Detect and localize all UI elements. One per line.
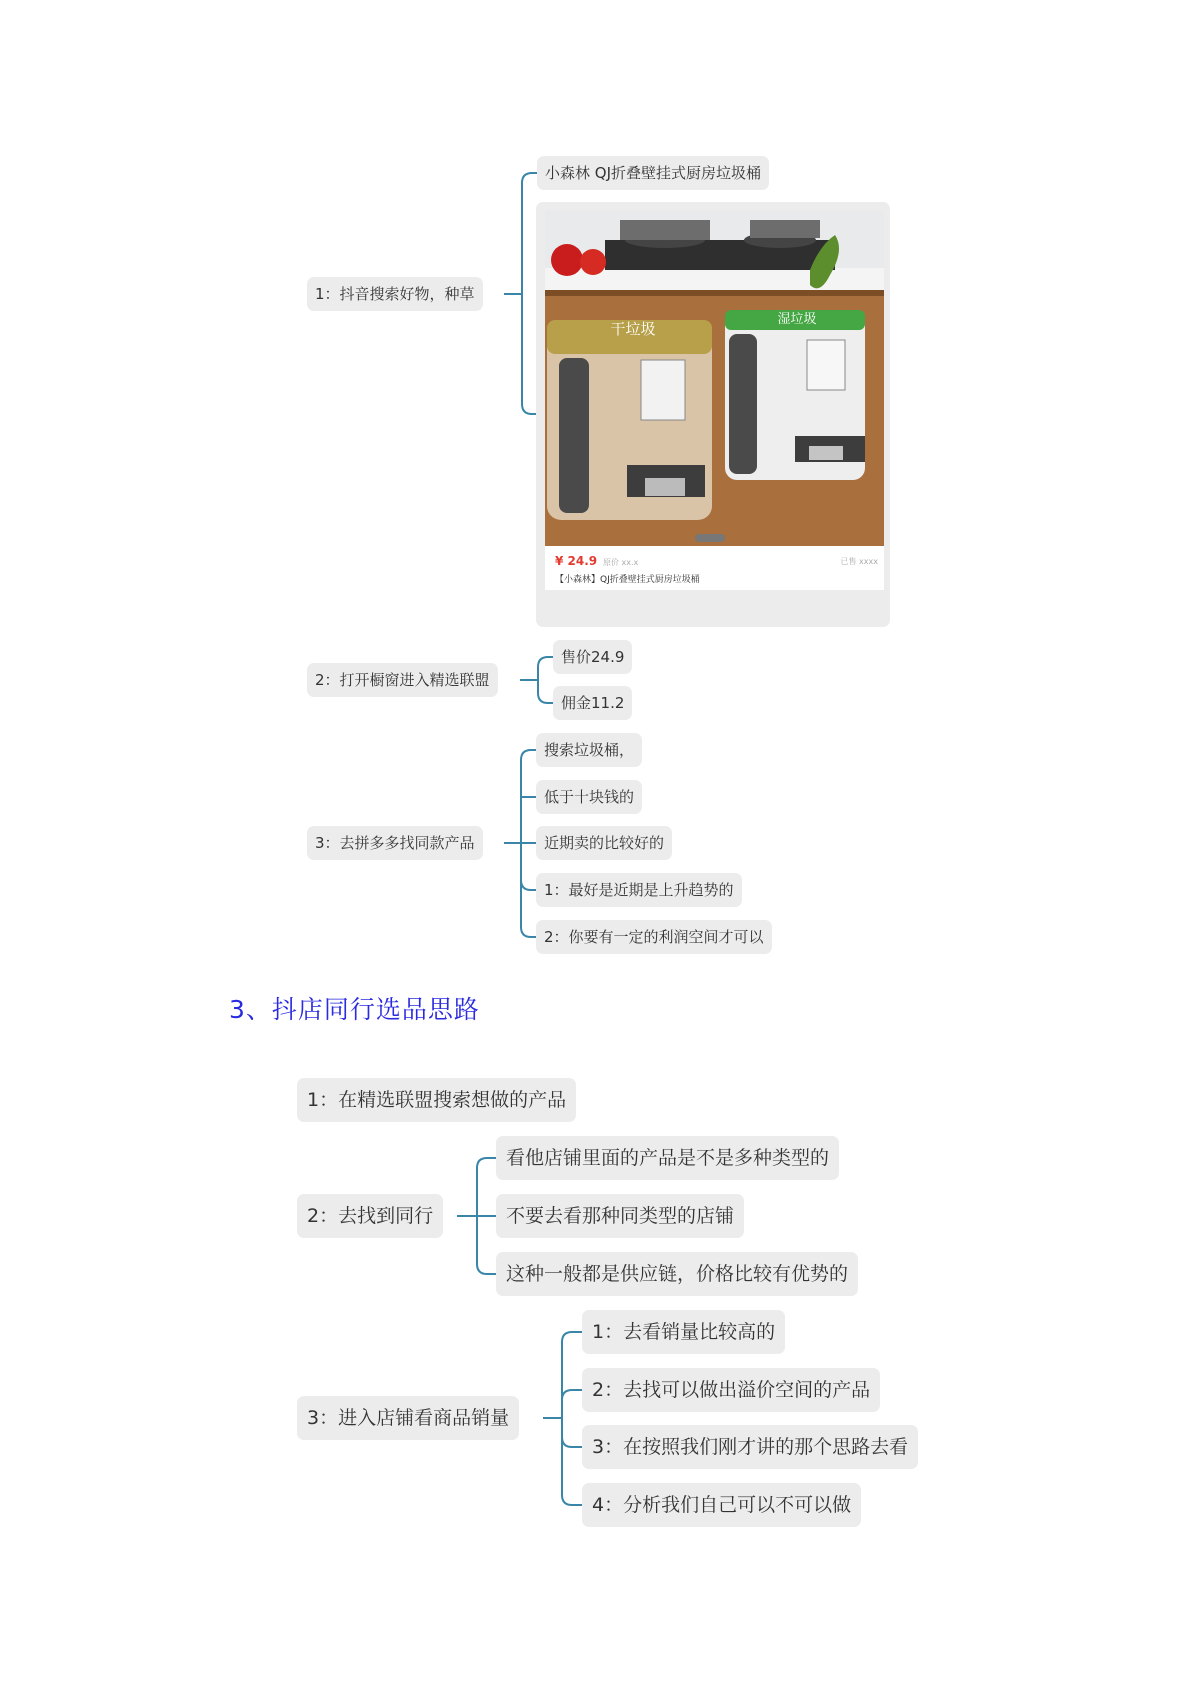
product-title: 【小森林】QJ折叠壁挂式厨房垃圾桶 — [555, 575, 700, 585]
branch-3-child: 搜索垃圾桶， — [536, 733, 642, 767]
mindmap2-branch-3-child: 2：去找可以做出溢价空间的产品 — [582, 1368, 880, 1412]
branch-2-child: 佣金11.2 — [553, 686, 632, 720]
mindmap2-branch-2-child: 这种一般都是供应链，价格比较有优势的 — [496, 1252, 858, 1296]
branch-3-child: 2：你要有一定的利润空间才可以 — [536, 920, 772, 954]
mindmap-branch-1: 1：抖音搜索好物，种草 — [307, 277, 483, 311]
wet-waste-label: 湿垃圾 — [777, 312, 817, 327]
branch-3-child: 1：最好是近期是上升趋势的 — [536, 873, 742, 907]
product-original-price: 原价 xx.x — [603, 558, 639, 567]
mindmap-branch-3: 3：去拼多多找同款产品 — [307, 826, 483, 860]
mindmap2-branch-2-child: 不要去看那种同类型的店铺 — [496, 1194, 744, 1238]
product-image-node — [536, 202, 890, 627]
mindmap2-branch-2-child: 看他店铺里面的产品是不是多种类型的 — [496, 1136, 839, 1180]
product-price: ¥ 24.9 — [555, 554, 598, 568]
branch-3-child: 低于十块钱的 — [536, 780, 642, 814]
dry-waste-label: 干垃圾 — [610, 320, 656, 338]
mindmap2-branch-3-child: 1：去看销量比较高的 — [582, 1310, 785, 1354]
product-sold-count: 已售 xxxx — [840, 557, 878, 566]
mindmap2-branch-3: 3：进入店铺看商品销量 — [297, 1396, 519, 1440]
mindmap2-branch-2: 2：去找到同行 — [297, 1194, 443, 1238]
branch-2-child: 售价24.9 — [553, 640, 632, 674]
section-heading: 3、抖店同行选品思路 — [229, 995, 480, 1024]
trash-bin-photo — [545, 210, 884, 546]
product-name-node: 小森林 QJ折叠壁挂式厨房垃圾桶 — [537, 156, 769, 190]
product-card — [545, 210, 884, 590]
mindmap2-branch-3-child: 4：分析我们自己可以不可以做 — [582, 1483, 861, 1527]
mindmap2-branch-3-child: 3：在按照我们刚才讲的那个思路去看 — [582, 1425, 918, 1469]
mindmap-branch-2: 2：打开橱窗进入精选联盟 — [307, 663, 498, 697]
branch-3-child: 近期卖的比较好的 — [536, 826, 672, 860]
mindmap2-branch-1: 1：在精选联盟搜索想做的产品 — [297, 1078, 576, 1122]
